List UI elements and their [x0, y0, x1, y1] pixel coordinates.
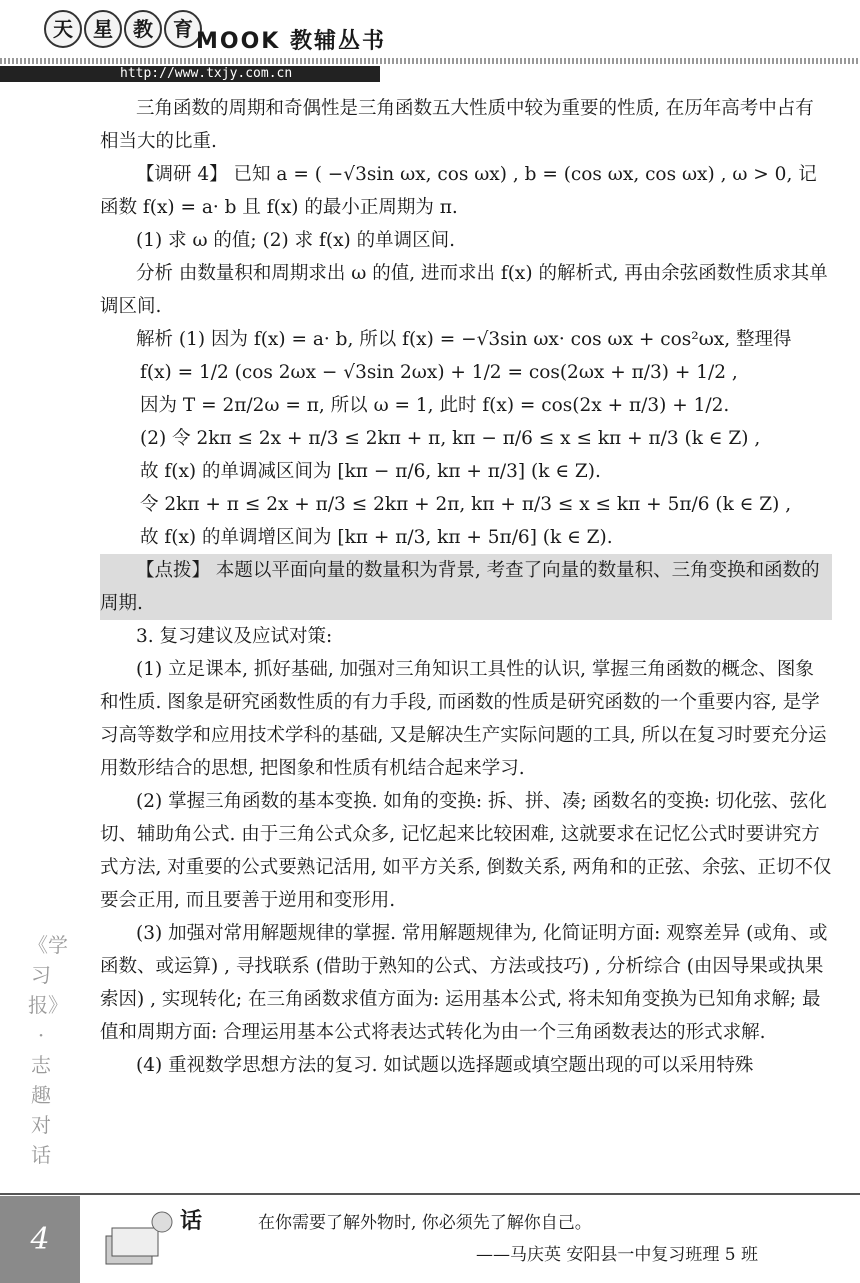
logo-char: 天: [44, 10, 82, 48]
paragraph: (2) 令 2kπ ≤ 2x + π/3 ≤ 2kπ + π, kπ − π/6 ≤ x ≤ kπ + π/3 (k ∈ Z) ,: [140, 428, 761, 449]
footer-quote: 在你需要了解外物时, 你必须先了解你自己。: [258, 1213, 592, 1233]
footer-rule: [0, 1193, 860, 1195]
paragraph: 因为 T = 2π/2ω = π, 所以 ω = 1, 此时 f(x) = cos(2x + π/3) + 1/2.: [140, 395, 730, 416]
publisher-logo: [44, 10, 202, 48]
logo-char: 星: [84, 10, 122, 48]
page-header: [0, 0, 860, 92]
paragraph: 【点拨】 本题以平面向量的数量积为背景, 考查了向量的数量积、三角变换和函数的周期.: [100, 554, 832, 620]
paragraph: (2) 掌握三角函数的基本变换. 如角的变换: 拆、拼、凑; 函数名的变换: 切化弦、弦化切、辅助角公式. 由于三角公式众多, 记忆起来比较困难, 这就要求在记忆公式时要讲究方式方法, 对重要的公式要熟记活用, 如平方关系, 倒数关系, 两角和的正弦、余弦、正切不仅要会正用, 而且要善于逆用和变形用.: [100, 791, 832, 911]
paragraph: 3. 复习建议及应试对策:: [136, 626, 333, 647]
paragraph: 故 f(x) 的单调减区间为 [kπ − π/6, kπ + π/3] (k ∈ Z).: [140, 461, 601, 482]
paragraph: (3) 加强对常用解题规律的掌握. 常用解题规律为, 化简证明方面: 观察差异 (或角、或函数、或运算) , 寻找联系 (借助于熟知的公式、方法或技巧) , 分析综合 (由因导果或执果索因) , 实现转化; 在三角函数求值方面为: 运用基本公式, 将未知角变换为已知角求解; 最值和周期方面: 合理运用基本公式将表达式转化为由一个三角函数表达的形式求解.: [100, 923, 828, 1043]
paragraph: (1) 立足课本, 抓好基础, 加强对三角知识工具性的认识, 掌握三角函数的概念、图象和性质. 图象是研究函数性质的有力手段, 而函数的性质是研究函数的一个重要内容, 是学习高等数学和应用技术学科的基础, 又是解决生产实际问题的工具, 所以在复习时要充分运用数形结合的思想, 把图象和性质有机结合起来学习.: [100, 659, 827, 779]
paragraph: 分析 由数量积和周期求出 ω 的值, 进而求出 f(x) 的解析式, 再由余弦函数性质求其单调区间.: [100, 263, 828, 317]
series-title: MOOK 教辅丛书: [196, 29, 387, 54]
sidebar-vertical-text: 《学习报》·志趣对话: [28, 933, 68, 1167]
footer-quote-author: ——马庆英 安阳县一中复习班理 5 班: [476, 1245, 759, 1265]
dotted-divider: [0, 58, 860, 64]
footer-talk-label: 话: [180, 1208, 203, 1234]
paragraph: f(x) = 1/2 (cos 2ωx − √3sin 2ωx) + 1/2 = cos(2ωx + π/3) + 1/2 ,: [140, 362, 738, 383]
paragraph: 三角函数的周期和奇偶性是三角函数五大性质中较为重要的性质, 在历年高考中占有相当大的比重.: [100, 98, 814, 152]
book-illustration-icon: [96, 1206, 180, 1274]
paragraph: 【调研 4】 已知 a = ( −√3sin ωx, cos ωx) , b = (cos ωx, cos ωx) , ω > 0, 记函数 f(x) = a· b 且 f(x) 的最小正周期为 π.: [100, 164, 817, 218]
logo-char: 育: [164, 10, 202, 48]
website-url: http://www.txjy.com.cn: [120, 66, 293, 81]
paragraph: 解析 (1) 因为 f(x) = a· b, 所以 f(x) = −√3sin ωx· cos ωx + cos²ωx, 整理得: [136, 329, 792, 350]
paragraph: 令 2kπ + π ≤ 2x + π/3 ≤ 2kπ + 2π, kπ + π/3 ≤ x ≤ kπ + 5π/6 (k ∈ Z) ,: [140, 494, 792, 515]
page-body: [100, 92, 832, 1082]
paragraph: (1) 求 ω 的值; (2) 求 f(x) 的单调区间.: [136, 230, 455, 251]
paragraph: 故 f(x) 的单调增区间为 [kπ + π/3, kπ + 5π/6] (k ∈ Z).: [140, 527, 613, 548]
page-number: 4: [30, 1222, 50, 1257]
logo-char: 教: [124, 10, 162, 48]
paragraph: (4) 重视数学思想方法的复习. 如试题以选择题或填空题出现的可以采用特殊: [136, 1055, 754, 1076]
